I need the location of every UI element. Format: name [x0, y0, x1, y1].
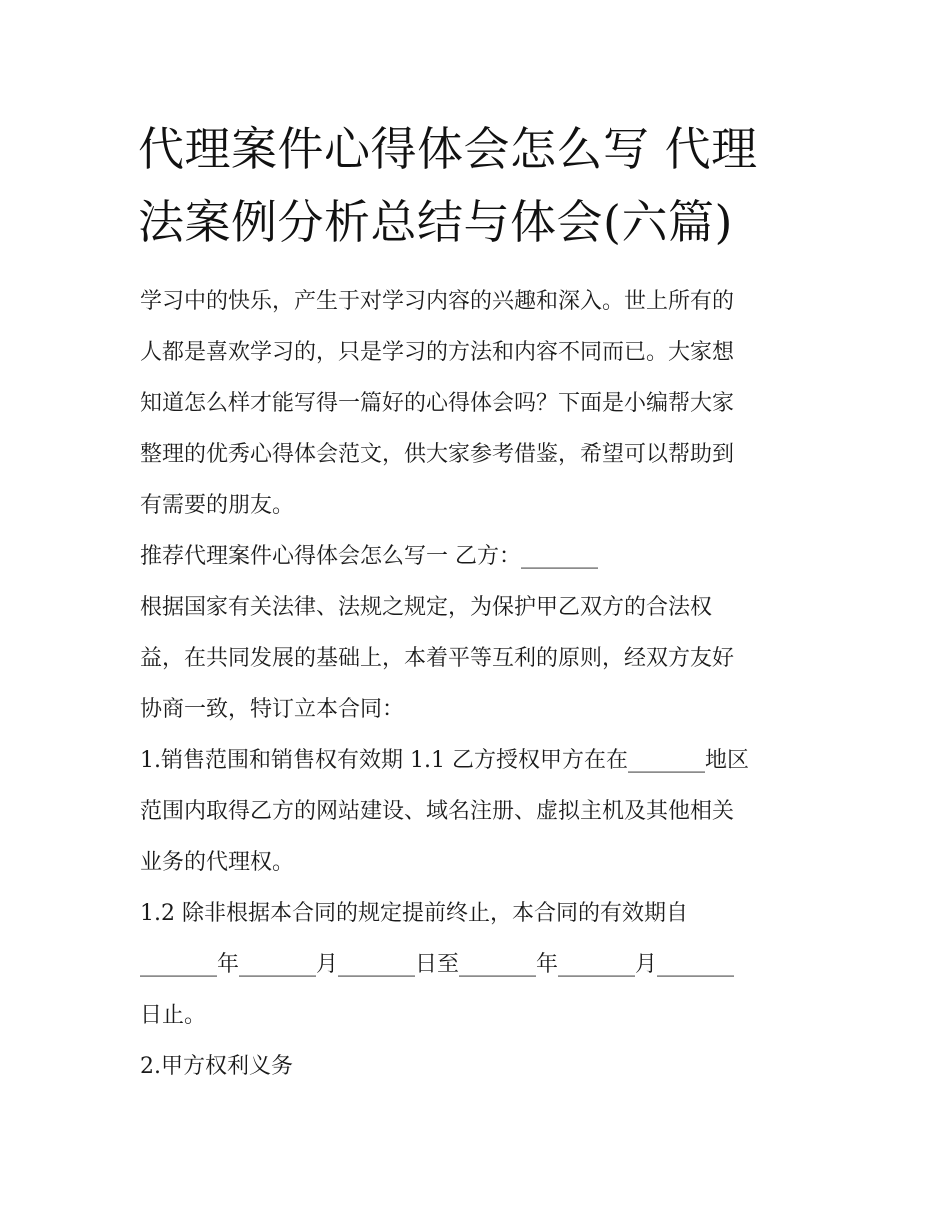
clause-1-2-date-line: _______年_______月_______日至_______年_______月_______: [140, 952, 735, 977]
intro-line-1: 学习中的快乐，产生于对学习内容的兴趣和深入。世上所有的: [140, 289, 735, 314]
clause-1-2-line-3: 日止。: [140, 1003, 207, 1028]
document-title: [138, 113, 818, 259]
clause-1-line-3: 业务的代理权。: [140, 850, 295, 875]
intro-line-4: 整理的优秀心得体会范文，供大家参考借鉴，希望可以帮助到: [140, 442, 735, 467]
intro-line-3: 知道怎么样才能写得一篇好的心得体会吗？下面是小编帮大家: [140, 391, 735, 416]
clause-1-line-2: 范围内取得乙方的网站建设、域名注册、虚拟主机及其他相关: [140, 799, 735, 824]
preamble-line-1: 根据国家有关法律、法规之规定，为保护甲乙双方的合法权: [140, 595, 713, 620]
title-line-2: 法案例分析总结与体会(六篇): [138, 195, 733, 249]
clause-1-line-1: 1.销售范围和销售权有效期 1.1 乙方授权甲方在在_______地区: [140, 748, 749, 773]
preamble-line-3: 协商一致，特订立本合同：: [140, 697, 405, 722]
preamble-line-2: 益，在共同发展的基础上，本着平等互利的原则，经双方友好: [140, 646, 735, 671]
intro-line-5: 有需要的朋友。: [140, 493, 295, 518]
clause-1-2-line-1: 1.2 除非根据本合同的规定提前终止，本合同的有效期自: [140, 901, 688, 926]
title-line-1: 代理案件心得体会怎么写 代理: [138, 122, 758, 176]
clause-2-heading: 2.甲方权利义务: [140, 1054, 293, 1079]
document-body: [140, 276, 820, 1092]
intro-line-2: 人都是喜欢学习的，只是学习的方法和内容不同而已。大家想: [140, 340, 735, 365]
section-heading-line: 推荐代理案件心得体会怎么写一 乙方：_______: [140, 544, 598, 569]
